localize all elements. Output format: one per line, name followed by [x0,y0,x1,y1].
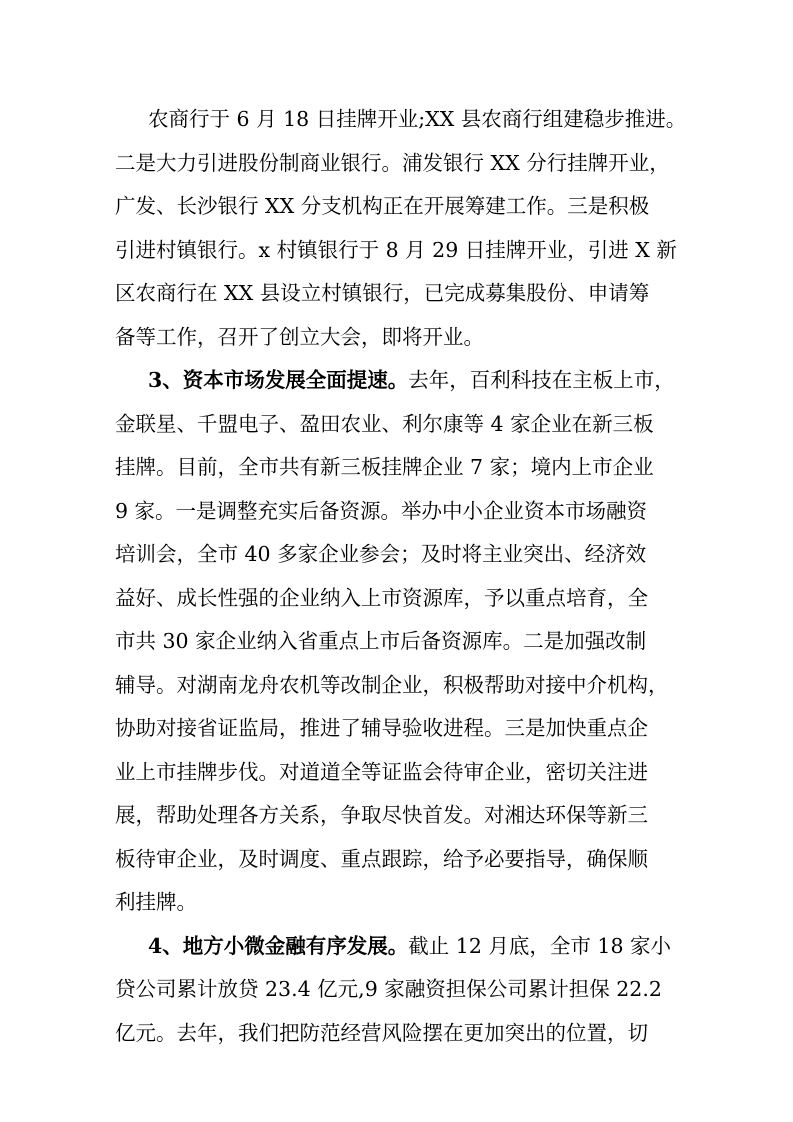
text-line: 引进村镇银行。x 村镇银行于 8 月 29 日挂牌开业，引进 X 新 [115,237,677,262]
text-line: 农商行于 6 月 18 日挂牌开业;XX 县农商行组建稳步推进。 [148,107,687,131]
text-line: 挂牌。目前，全市共有新三板挂牌企业 7 家；境内上市企业 [115,455,654,479]
section-4-first-line [115,925,695,969]
text-line: 利挂牌。 [115,890,197,914]
text-line: 区农商行在 XX 县设立村镇银行，已完成募集股份、申请筹 [115,281,650,305]
text-line: 亿元。去年，我们把防范经营风险摆在更加突出的位置，切 [115,1020,648,1045]
text-line: 二是大力引进股份制商业银行。浦发银行 XX 分行挂牌开业， [115,150,670,175]
section-3-first-line-text: 去年，百利科技在主板上市， [408,368,675,392]
section-4-first-line-text: 截止 12 月底，全市 18 家小 [408,933,672,958]
text-line: 备等工作，召开了创立大会，即将开业。 [115,324,484,349]
text-line: 市共 30 家企业纳入省重点上市后备资源库。二是加强改制 [115,629,647,653]
text-line: 板待审企业，及时调度、重点跟踪，给予必要指导，确保顺 [115,846,648,871]
section-4-heading: 4、地方小微金融有序发展。 [148,933,409,958]
text-line: 业上市挂牌步伐。对道道全等证监会待审企业，密切关注进 [115,759,648,784]
text-line: 培训会，全市 40 多家企业参会；及时将主业突出、经济效 [115,542,647,566]
text-line: 益好、成长性强的企业纳入上市资源库，予以重点培育，全 [115,585,648,610]
section-3-heading: 3、资本市场发展全面提速。 [148,368,409,392]
text-line: 金联星、千盟电子、盈田农业、利尔康等 4 家企业在新三板 [115,411,654,436]
text-line: 展，帮助处理各方关系，争取尽快首发。对湘达环保等新三 [115,803,648,827]
section-3-first-line [115,359,695,403]
text-line: 广发、长沙银行 XX 分支机构正在开展筹建工作。三是积极 [115,194,650,218]
text-line: 9 家。一是调整充实后备资源。举办中小企业资本市场融资 [115,498,648,523]
document-body [115,98,695,1055]
text-line: 贷公司累计放贷 23.4 亿元,9 家融资担保公司累计担保 22.2 [115,977,662,1001]
text-line: 辅导。对湖南龙舟农机等改制企业，积极帮助对接中介机构， [115,672,669,697]
text-line: 协助对接省证监局，推进了辅导验收进程。三是加快重点企 [115,716,648,740]
